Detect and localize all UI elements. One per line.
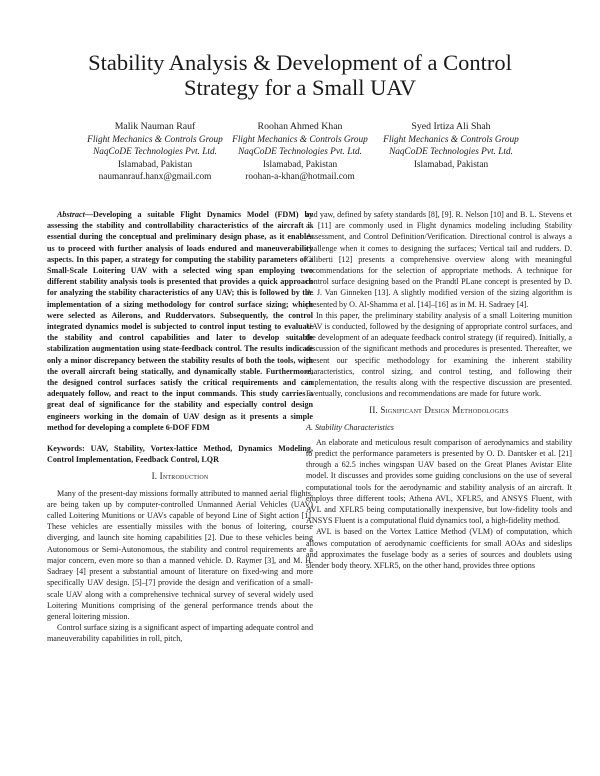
author-name: Syed Irtiza Ali Shah xyxy=(411,121,491,132)
section-heading-methodologies: II. Significant Design Methodologies xyxy=(369,405,509,416)
title-line-2: Strategy for a Small UAV xyxy=(183,75,417,100)
author-affiliation: Flight Mechanics & Controls Group xyxy=(383,134,519,145)
author-name: Malik Nauman Rauf xyxy=(114,121,196,132)
author-location: Islamabad, Pakistan xyxy=(413,159,489,170)
author-name: Roohan Ahmed Khan xyxy=(257,121,343,132)
intro-paragraph-3: In this paper, the preliminary stability analysis of a small Loitering munition UAV is conducted, followed by the designing of appropriate control surfaces, and the development of an adequate feedback control strategy (if required). Initially, a discussion of the significant methods and procedures is presented. Thereafter, we present our specific methodology for examining the inherent stability characteristics, control sizing, and control testing, and following their implementation, the results along with the respective discussion are presented. Eventually, conclusions and recommendations are made for future work. xyxy=(306,310,572,399)
intro-paragraph-1: Many of the present-day missions formally attributed to manned aerial flights, are being taken up by computer-controlled Unmanned Aerial Vehicles (UAV) called Loitering Munitions or UAVs capable of beyond Line of Sight action [1]. These vehicles are essentially missiles with the bonus of loitering, course diverging, and launch site homing capabilities [2]. Due to these vehicles being Autonomous or Semi-Autonomous, the stability and control requirements are a major concern, even more so than a manned vehicle. D. Raymer [3], and M. H. Sadraey [4] present a substantial amount of literature on fixed-wing and more specifically UAV design. [5]–[7] provide the design and verification of a small-scale UAV along with a comprehensive technical survey of several widely used Loitering Munitions comprising of the general performance trends about the general loitering mission. xyxy=(47,488,313,621)
right-column xyxy=(306,209,572,571)
abstract-text: —Developing a suitable Flight Dynamics Model (FDM) by assessing the stability and controllability characteristics of the aircraft is essential during the conceptual and preliminary design phase, as it enables us to proceed with further analysis of loads endured and maneuverability aspects. In this paper, a strategy for computing the stability parameters of a Small-Scale Loitering UAV with a selected wing span employing two different stability analysis tools is presented that provides a quick approach for analyzing the stability characteristics of any UAV; this is followed by the implementation of a sizing methodology for control surface sizing; which were selected as Ailerons, and Ruddervators. Subsequently, the control integrated dynamics model is subjected to control input testing to evaluate the stability and control capabilities and later to develop suitable stabilization augmentation using state-feedback control. The results indicate only a minor discrepancy between the stability results of both the tools, with the overall aircraft being statically, and dynamically stable. Furthermore, the designed control surfaces satisfy the critical requirements and can adequately follow, and react to the input commands. This study carries a great deal of significance for the stability and especially control design engineers working in the domain of UAV design as it presents a simple method for developing a complete 6-DOF FDM xyxy=(47,210,313,432)
paper-title xyxy=(0,50,600,100)
subsection-heading-stability: A. Stability Characteristics xyxy=(306,422,394,432)
author-company: NaqCoDE Technologies Pvt. Ltd. xyxy=(238,147,362,158)
author-affiliation: Flight Mechanics & Controls Group xyxy=(232,134,368,145)
author-email: naumanrauf.hanx@gmail.com xyxy=(98,172,212,183)
stability-paragraph-2: AVL is based on the Vortex Lattice Method (VLM) of computation, which allows computation of aerodynamic coefficients for small AOAs and sideslips and approximates the fuselage body as a series of sources and doublets using slender body theory. XFLR5, on the other hand, provides three options xyxy=(306,527,572,571)
intro-paragraph-2-continued: and yaw, defined by safety standards [8], [9]. R. Nelson [10] and B. L. Stevens et al. [11] are commonly used in Flight dynamics modeling including Stability Assessment, and Control Definition/Verification. Directional control is always a challenge when it comes to designing the surfaces; Vertical tail and rudders. D. Ciliberti [12] presents a comprehensive overview along with meaningful recommendations for the selection of appropriate methods. A technique for control surface designing based on the Prandtl PLane concept is presented by D. A. J. Van Ginneken [13]. A slightly modified version of the sizing algorithm is presented by O. Al-Shamma et al. [14]–[16] as in M. H. Sadraey [4]. xyxy=(306,210,572,309)
abstract xyxy=(47,209,313,433)
abstract-label: Abstract xyxy=(57,210,85,219)
author-affiliation: Flight Mechanics & Controls Group xyxy=(87,134,223,145)
section-heading-introduction: I. Introduction xyxy=(151,471,209,482)
author-email: roohan-a-khan@hotmail.com xyxy=(245,172,355,183)
author-company: NaqCoDE Technologies Pvt. Ltd. xyxy=(93,147,217,158)
author-location: Islamabad, Pakistan xyxy=(117,159,193,170)
intro-paragraph-2: Control surface sizing is a significant aspect of imparting adequate control and maneuverability capabilities in roll, pitch, xyxy=(47,623,313,644)
author-company: NaqCoDE Technologies Pvt. Ltd. xyxy=(389,147,513,158)
title-line-1: Stability Analysis & Development of a Control xyxy=(88,50,512,75)
author-location: Islamabad, Pakistan xyxy=(262,159,338,170)
left-column xyxy=(47,209,313,645)
author-block-3 xyxy=(351,121,551,171)
keywords: Keywords: UAV, Stability, Vortex-lattice Method, Dynamics Modeling, Control Implementation, Feedback Control, LQR xyxy=(47,444,313,465)
stability-paragraph-1: An elaborate and meticulous result comparison of aerodynamics and stability to predict the performance parameters is presented by O. D. Dantsker et al. [21] through a 62.5 inches wingspan UAV based on the Great Planes Avistar Elite model. It discusses and provides some guiding conclusions on the use of several computational tools for the aerodynamic and stability analysis of an aircraft. It employs three different tools; Athena AVL, XFLR5, and ANSYS Fluent, with AVL and XFLR5 being computationally inexpensive, but low-fidelity tools and ANSYS Fluent is a computational fluid dynamics tool, a high-fidelity method. xyxy=(306,437,572,526)
